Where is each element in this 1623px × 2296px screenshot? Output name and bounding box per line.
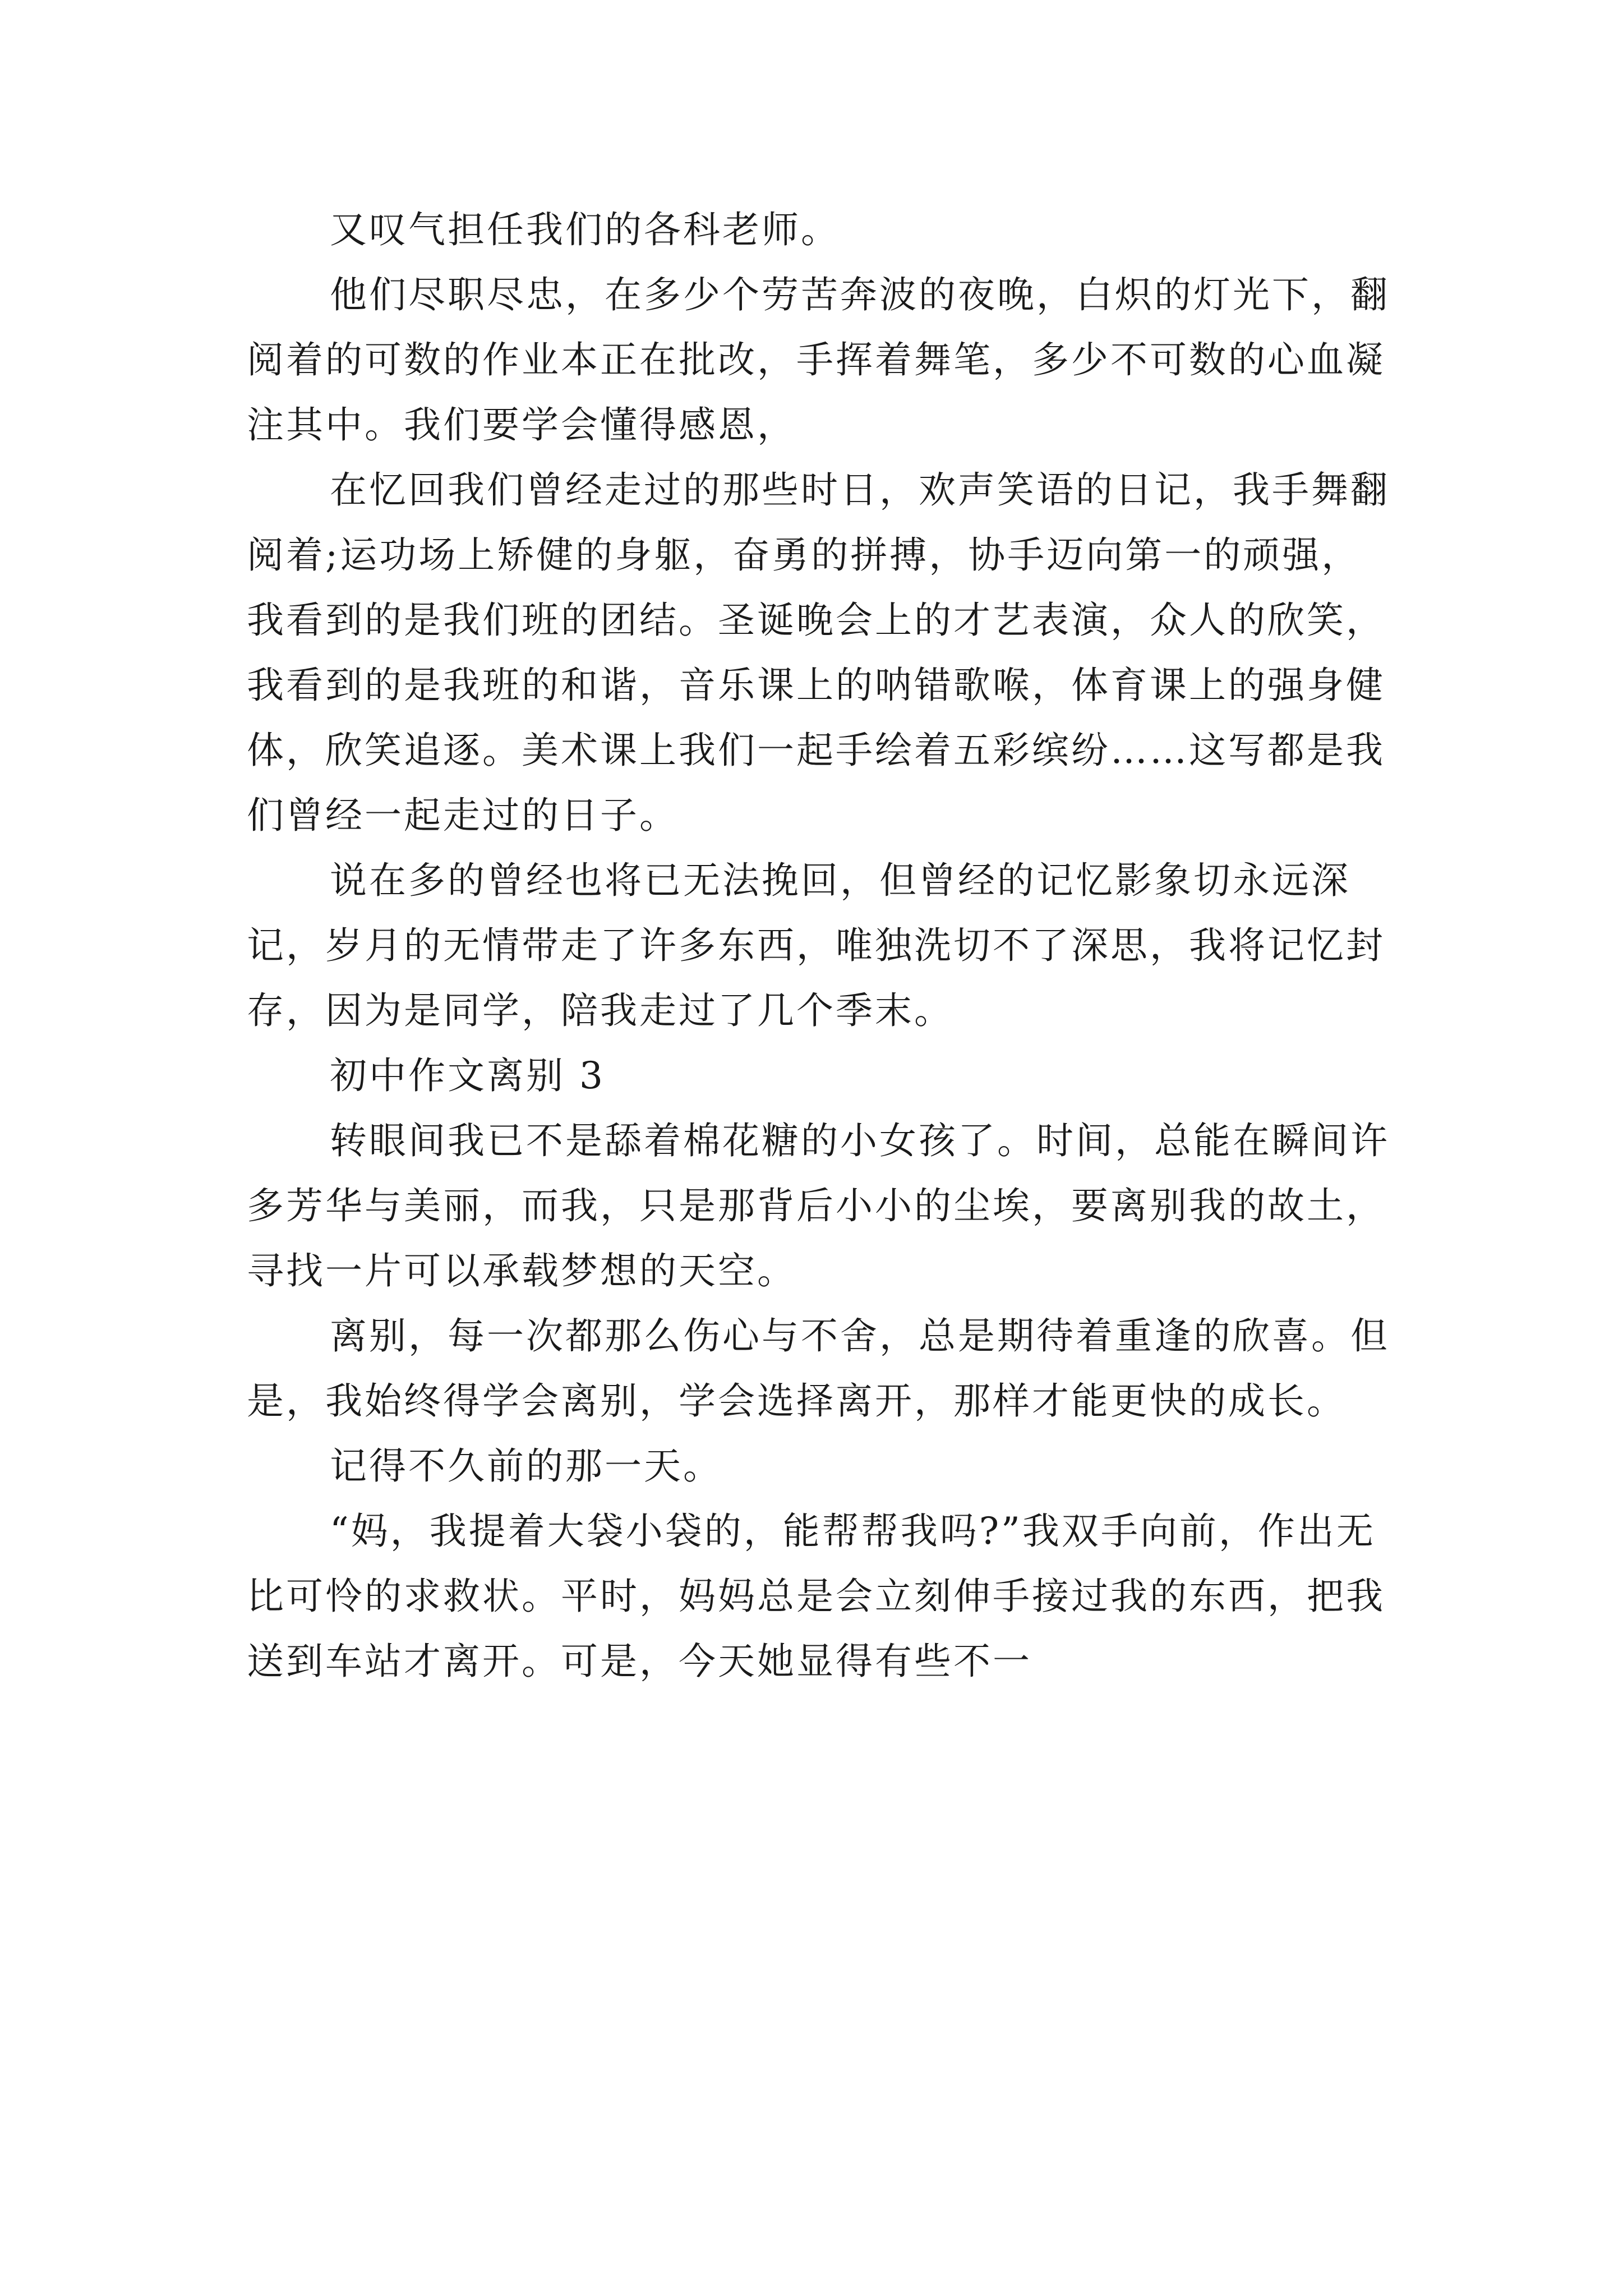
- section-heading: 初中作文离别 3: [330, 1054, 605, 1097]
- document-body: [247, 197, 1396, 1694]
- paragraph-5: 转眼间我已不是舔着棉花糖的小女孩了。时间，总能在瞬间许多芳华与美丽，而我，只是那背后小小的尘埃，要离别我的故土，寻找一片可以承载梦想的天空。: [247, 1119, 1390, 1292]
- paragraph-1: 又叹气担任我们的各科老师。: [330, 208, 840, 251]
- paragraph-6: 离别，每一次都那么伤心与不舍，总是期待着重逢的欣喜。但是，我始终得学会离别，学会选择离开，那样才能更快的成长。: [247, 1314, 1390, 1423]
- paragraph-3: 在忆回我们曾经走过的那些时日，欢声笑语的日记，我手舞翻阅着;运功场上矫健的身躯，奋勇的拼搏，协手迈向第一的顽强，我看到的是我们班的团结。圣诞晚会上的才艺表演，众人的欣笑，我看到的是我班的和谐，音乐课上的呐错歌喉，体育课上的强身健体，欣笑追逐。美术课上我们一起手绘着五彩缤纷……这写都是我们曾经一起走过的日子。: [247, 468, 1390, 837]
- paragraph-7: 记得不久前的那一天。: [330, 1444, 722, 1488]
- paragraph-2: 他们尽职尽忠，在多少个劳苦奔波的夜晚，白炽的灯光下，翻阅着的可数的作业本正在批改，手挥着舞笔，多少不可数的心血凝注其中。我们要学会懂得感恩，: [247, 273, 1390, 447]
- paragraph-4: 说在多的曾经也将已无法挽回，但曾经的记忆影象切永远深记，岁月的无情带走了许多东西，唯独洗切不了深思，我将记忆封存，因为是同学，陪我走过了几个季末。: [247, 859, 1385, 1032]
- paragraph-8: “妈，我提着大袋小袋的，能帮帮我吗?”我双手向前，作出无比可怜的求救状。平时，妈妈总是会立刻伸手接过我的东西，把我送到车站才离开。可是，今天她显得有些不一: [247, 1510, 1385, 1683]
